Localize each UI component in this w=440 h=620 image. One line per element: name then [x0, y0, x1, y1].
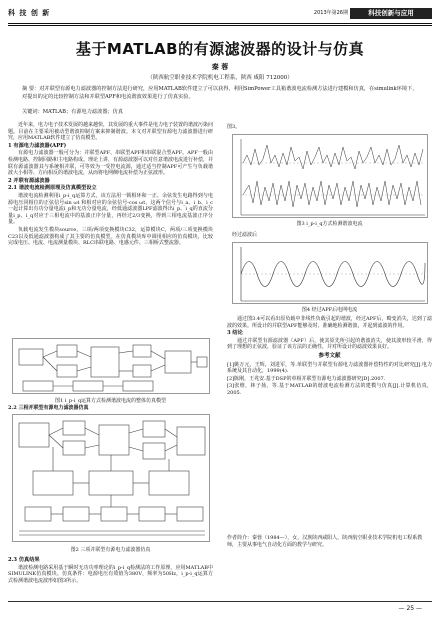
- header-rule: [8, 23, 432, 24]
- intro-paragraph: 近年来，电力电子技术发展的越来越快，其发展的重大事件是电力电子装置的谐波污染问题。目前在主要采用被动型谐波抑制方案来抑制谐波。本文对并联型有源电力滤波器进行研究，应用MATLAB软件建立了仿真模型。: [8, 122, 214, 142]
- paper-abstract: 摘 要：对并联型有源电力滤波器的控制方法进行研究，应用MATLAB软件建立了可以获得，利用SimPower工具箱谐波电流检测方法进行建模和仿真，在simulink环境下，对提出的定的比较控制方法和并联型APF和电流谐波效果进行了仿真实验。: [22, 86, 418, 100]
- footer-rule: [8, 601, 432, 602]
- conclusion-paragraph: 通过并联型有源滤波器（APF）后，使其原先所引起的谐波消失，使其波形较平滑，得到了理想的正弦波，验证了该方法的正确性，并对所设计的滤波效果良好。: [227, 337, 432, 351]
- reference-1: [1]姚万元，王辉，刘进军，等.单联型与并联型有源电力滤波器补偿特性的对比研究[J].电力系统及其自动化，1999(4).: [227, 361, 432, 375]
- paper-author: 秦 蓉: [211, 62, 229, 71]
- results-paragraph: 通过图3.4可以看出原负载中非线性负载引起的谐波，经过APF后，畸变消失，达到了滤波的效果。所设计的并联型APF能够及时、准确地检测谐波，并起到滤波的作用。: [227, 316, 432, 329]
- figure-3-caption: 图3 i_p-i_q方式检测谐波电流: [296, 221, 363, 227]
- section-tag: 科技创新与应用: [350, 8, 432, 19]
- figure-1-caption: 图1 i_p-i_q运算方式检测谐波电流的整体仿真模型: [54, 398, 167, 404]
- figure-4-box: [232, 242, 428, 304]
- figure-4-caption: 图4 经过APF后电网电流: [301, 307, 358, 313]
- figure-4-label: 经过滤波后: [232, 232, 258, 238]
- section-1-heading: 1 有源电力滤波器(APF): [8, 142, 67, 149]
- figure-2-box: [12, 414, 210, 542]
- section-2-3-heading: 2.3 仿真结果: [8, 557, 40, 563]
- left-column-bottom: [8, 556, 213, 585]
- section-1-paragraph: 有源电力滤波器一般可分为：并联型APF、串联型APF和串联混合型APF。APF一般由检测电路、控制回路和主电路构成。理论上讲，有源滤波器可以对任意谐波电流进行补偿，并联有源滤波器其与系统相并联，可等效为一受控电流源，通过适当控制APF可产生与负载谐波大小相等、方向相反的谐波电流，从而将电网侧电流补偿为正弦波形。: [8, 150, 214, 177]
- figure-1-diagram: [13, 339, 211, 395]
- figure-1-box: [12, 338, 210, 394]
- section-2-1-paragraph-b: 负载电流发生模块source，三项/两项变换模块C32，运算模块C，两项/三项变换模块C23以及低通滤波器构成了其主要的仿真模型。在仿真模块库中调用相应的仿真模块，比较完成电压、电流、电流测量模块、RLC串联电路、电感元件、三相桥式整流器。: [8, 226, 213, 247]
- paper-title: 基于MATLAB的有源滤波器的设计与仿真: [75, 40, 365, 58]
- section-2-2-heading: 2.2 三相并联型有源电力滤波器仿真: [8, 405, 89, 411]
- section-2-1-heading: 2.1 谐波电流检测原理及仿真模型设立: [8, 185, 97, 192]
- reference-3: [3]张维，林子扬，等.基于MATLAB的谐波电流检测方法的建模与仿真[J].计算机仿真，2005.: [227, 383, 432, 396]
- section-2-3-paragraph: 谐波检测电路采用基于瞬时无功功率理论的i_p-i_q检测法的工作原理，应用MATLAB中SIMULINK仿真模块。仿真条件：电源电压有效值为380V，频率为50Hz，i_p-i_q运算方式检测谐波电流波形如图3所示。: [8, 564, 213, 584]
- figure-3-label: 图3。: [227, 124, 241, 130]
- issue-label: 2013年第26期: [313, 10, 348, 16]
- right-column-text: [227, 316, 432, 398]
- paper-keywords: 关键词：MATLAB；有源电力滤波器；仿真: [22, 109, 124, 115]
- section-2-1-paragraph-a: 谐波电流检测利用i_p-i_q运算方式，该方法用一锁相环和一正、余弦发生电路得到与电源电压同相位的正弦信号sin ωt 和相对应的余弦信号-cos ωt，这两个信号与i_a、i_b、i_c一起计算出有功分量电流i_p和无功分量电流，经低通滤波器LPF滤波得出i_p、i_q的直流分量i_p、i_q对应于三相电流中的基波正序分量，再经过2/3变换，得到三相电流基波正序分量。: [8, 192, 213, 226]
- section-3-heading: 3 结论: [227, 330, 243, 337]
- figure-3-waveform: [233, 135, 429, 219]
- author-bio: 作者简介：秦蓉（1984—），女，汉族陕西咸阳人，陕西航空职业技术学院机电工程系教师，主要从事电气自动化方面的教学与研究。: [227, 535, 423, 548]
- references-heading: 参考文献: [318, 352, 341, 359]
- header-rule-thin: [8, 25, 432, 26]
- figure-2-caption: 图2 三项并联型有源电力滤波器仿真: [70, 547, 151, 553]
- section-2-heading: 2 并联有源滤波器: [8, 177, 50, 184]
- figure-4-waveform: [233, 243, 429, 305]
- page-header: [8, 8, 432, 22]
- paper-affiliation: （陕西航空职业技术学院机电工程系，陕西 咸阳 712000）: [147, 75, 293, 81]
- figure-2-diagram: [13, 415, 211, 543]
- reference-2: [2]陈刚，王兆安.基于DSP的单相并联型有源电力滤波器研究[D].2007.: [227, 375, 386, 382]
- journal-name: 科 技 创 新: [8, 9, 51, 17]
- page-number: — 25 —: [398, 605, 422, 612]
- left-column: [8, 122, 213, 248]
- figure-3-box: [232, 134, 428, 218]
